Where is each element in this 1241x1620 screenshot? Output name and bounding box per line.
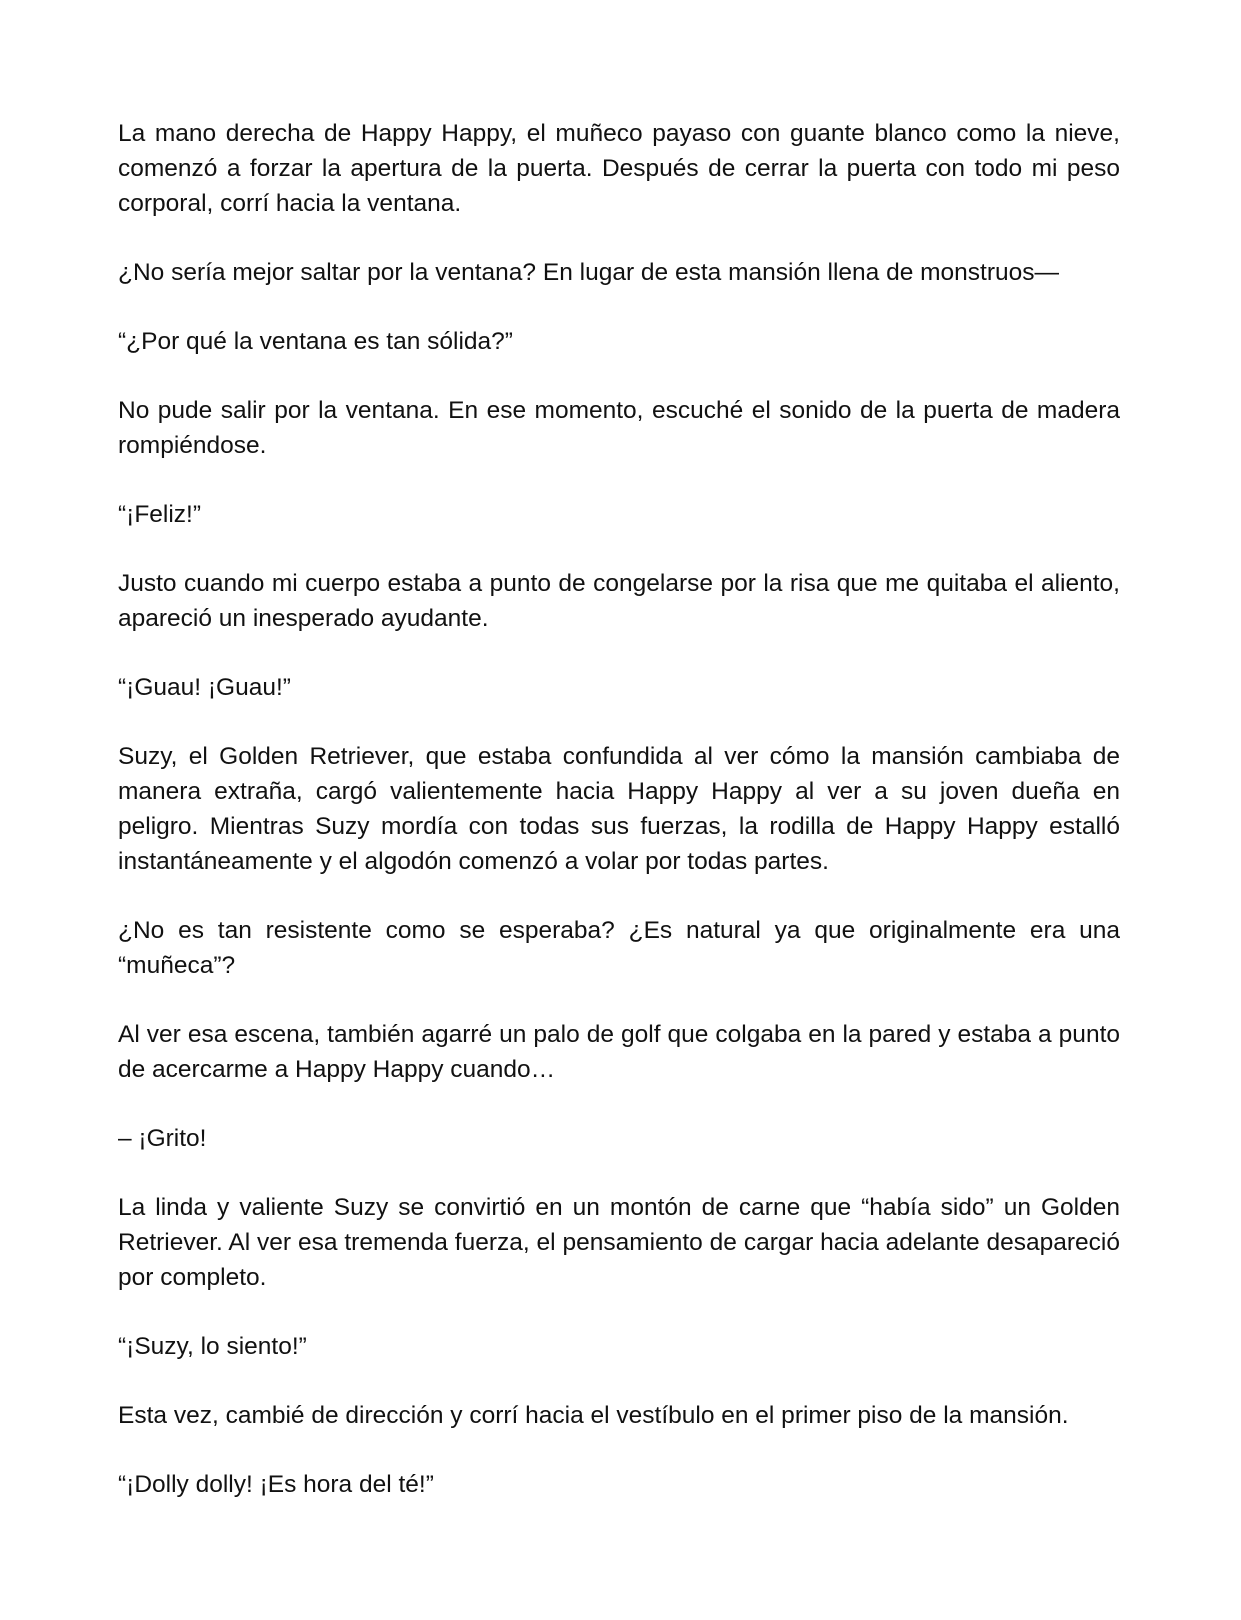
- sound-effect-line: – ¡Grito!: [118, 1125, 207, 1152]
- paragraph: Suzy, el Golden Retriever, que estaba confundida al ver cómo la mansión cambiaba de manera extraña, cargó valientemente hacia Happy Happy al ver a su joven dueña en peligro. Mientras Suzy mordía con todas sus fuerzas, la rodilla de Happy Happy estalló instantáneamente y el algodón comenzó a volar por todas partes.: [118, 743, 1120, 875]
- dialogue-line: “¿Por qué la ventana es tan sólida?”: [118, 328, 513, 355]
- paragraph: Esta vez, cambié de dirección y corrí hacia el vestíbulo en el primer piso de la mansión.: [118, 1402, 1069, 1429]
- dialogue-line: “¡Dolly dolly! ¡Es hora del té!”: [118, 1471, 434, 1498]
- document-body: [118, 116, 1120, 1536]
- paragraph: La mano derecha de Happy Happy, el muñeco payaso con guante blanco como la nieve, comenzó a forzar la apertura de la puerta. Después de cerrar la puerta con todo mi peso corporal, corrí hacia la ventana.: [118, 120, 1120, 217]
- dialogue-line: “¡Suzy, lo siento!”: [118, 1333, 307, 1360]
- paragraph: La linda y valiente Suzy se convirtió en un montón de carne que “había sido” un Golden Retriever. Al ver esa tremenda fuerza, el pensamiento de cargar hacia adelante desapareció por completo.: [118, 1194, 1120, 1291]
- paragraph: ¿No sería mejor saltar por la ventana? En lugar de esta mansión llena de monstruos—: [118, 259, 1060, 286]
- paragraph: Justo cuando mi cuerpo estaba a punto de congelarse por la risa que me quitaba el aliento, apareció un inesperado ayudante.: [118, 570, 1120, 632]
- paragraph: No pude salir por la ventana. En ese momento, escuché el sonido de la puerta de madera rompiéndose.: [118, 397, 1120, 459]
- paragraph: Al ver esa escena, también agarré un palo de golf que colgaba en la pared y estaba a punto de acercarme a Happy Happy cuando…: [118, 1021, 1120, 1083]
- paragraph: ¿No es tan resistente como se esperaba? ¿Es natural ya que originalmente era una “muñeca”?: [118, 917, 1120, 979]
- dialogue-line: “¡Guau! ¡Guau!”: [118, 674, 291, 701]
- dialogue-line: “¡Feliz!”: [118, 501, 202, 528]
